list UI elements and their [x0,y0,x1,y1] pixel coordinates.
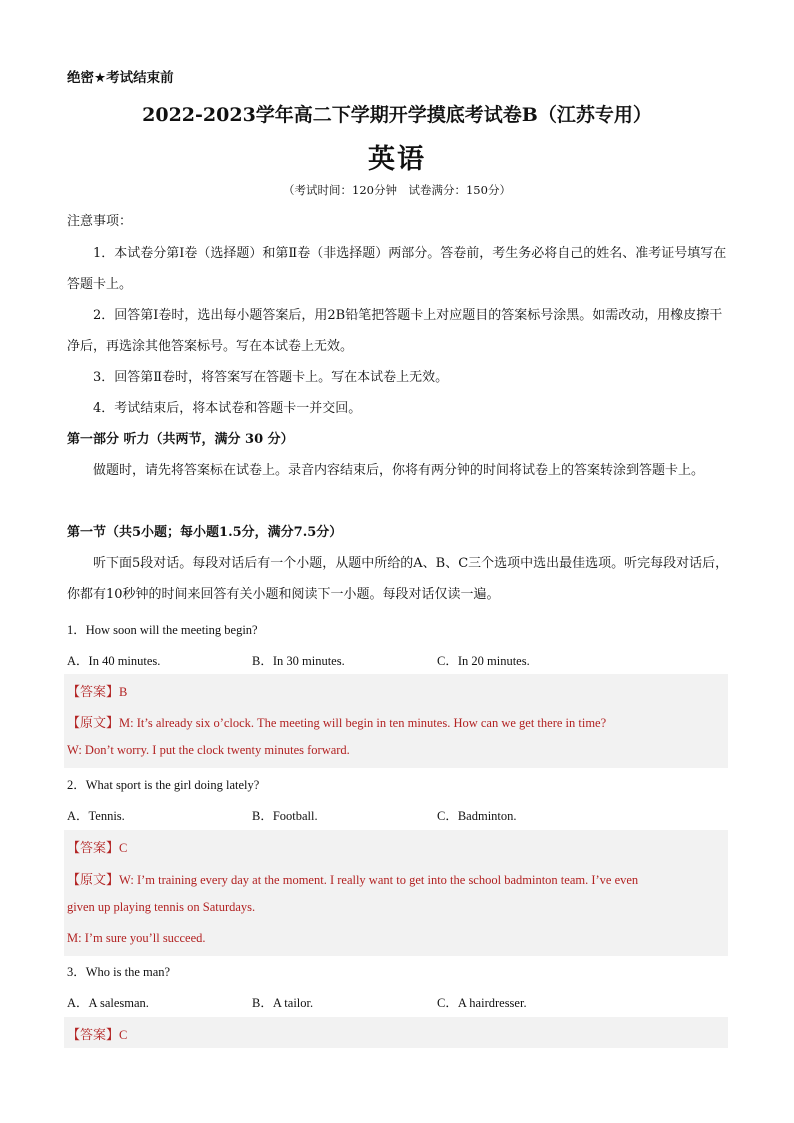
option-a: A．Tennis. [67,809,125,823]
answer-line [67,1024,127,1043]
answer-box [64,1017,728,1048]
note-item: 1．本试卷分第Ⅰ卷（选择题）和第Ⅱ卷（非选择题）两部分。答卷前，考生务必将自己的姓名、准考证号填写在答题卡上。 [67,246,727,292]
source-text: given up playing tennis on Saturdays. [67,900,256,914]
notes-heading: 注意事项： [67,214,133,229]
answer-tag: 【答案】 [67,841,120,856]
exam-title: 2022-2023学年高二下学期开学摸底考试卷B（江苏专用） [142,104,652,126]
source-line [67,743,350,758]
part1-instruction: 做题时，请先将答案标在试卷上。录音内容结束后，你将有两分钟的时间将试卷上的答案转涂到答题卡上。 [93,463,705,478]
option-a: A．A salesman. [67,996,149,1010]
question-stem: 2．What sport is the girl doing lately? [67,778,260,792]
answer-value: C [119,1028,128,1042]
note-item: 4．考试结束后，将本试卷和答题卡一并交回。 [93,401,362,416]
option-b: B．In 30 minutes. [252,654,345,668]
confidential-label: 绝密★考试结束前 [67,70,174,86]
answer-value: B [119,685,128,699]
option-a: A．In 40 minutes. [67,654,161,668]
subject-title: 英语 [368,144,426,175]
option-b: B．A tailor. [252,996,314,1010]
option-c: C．In 20 minutes. [437,654,530,668]
section1-instruction: 听下面5段对话。每段对话后有一个小题，从题中所给的A、B、C三个选项中选出最佳选项。听完每段对话后，你都有10秒钟的时间来回答有关小题和阅读下一小题。每段对话仅读一遍。 [67,556,729,602]
question-stem: 1．How soon will the meeting begin? [67,623,258,637]
option-c: C．Badminton. [437,809,517,823]
answer-value: C [119,841,128,855]
note-item: 3．回答第Ⅱ卷时，将答案写在答题卡上。写在本试卷上无效。 [93,370,449,385]
note-item: 2．回答第Ⅰ卷时，选出每小题答案后，用2B铅笔把答题卡上对应题目的答案标号涂黑。如需改动，用橡皮擦干净后，再选涂其他答案标号。写在本试卷上无效。 [67,308,723,354]
answer-tag: 【答案】 [67,1028,120,1043]
source-line [67,869,638,888]
source-line [67,712,606,731]
source-text: W: Don’t worry. I put the clock twenty minutes forward. [67,743,350,757]
source-tag: 【原文】 [67,716,120,731]
question-stem: 3．Who is the man? [67,965,171,979]
source-tag: 【原文】 [67,873,120,888]
source-text: M: I’m sure you’ll succeed. [67,931,206,945]
part1-heading: 第一部分 听力（共两节，满分 30 分） [67,432,294,447]
answer-tag: 【答案】 [67,685,120,700]
source-line [67,931,206,946]
source-text: W: I’m training every day at the moment. I really want to get into the school badminton team. I’ve even [119,873,639,887]
option-b: B．Football. [252,809,318,823]
exam-meta: （考试时间：120分钟 试卷满分：150分） [283,183,511,197]
answer-line [67,681,127,700]
source-line [67,900,255,915]
section1-heading: 第一节（共5小题；每小题1.5分，满分7.5分） [67,525,343,540]
option-c: C．A hairdresser. [437,996,527,1010]
answer-line [67,837,127,856]
source-text: M: It’s already six o’clock. The meeting will begin in ten minutes. How can we get there in time? [119,716,607,730]
